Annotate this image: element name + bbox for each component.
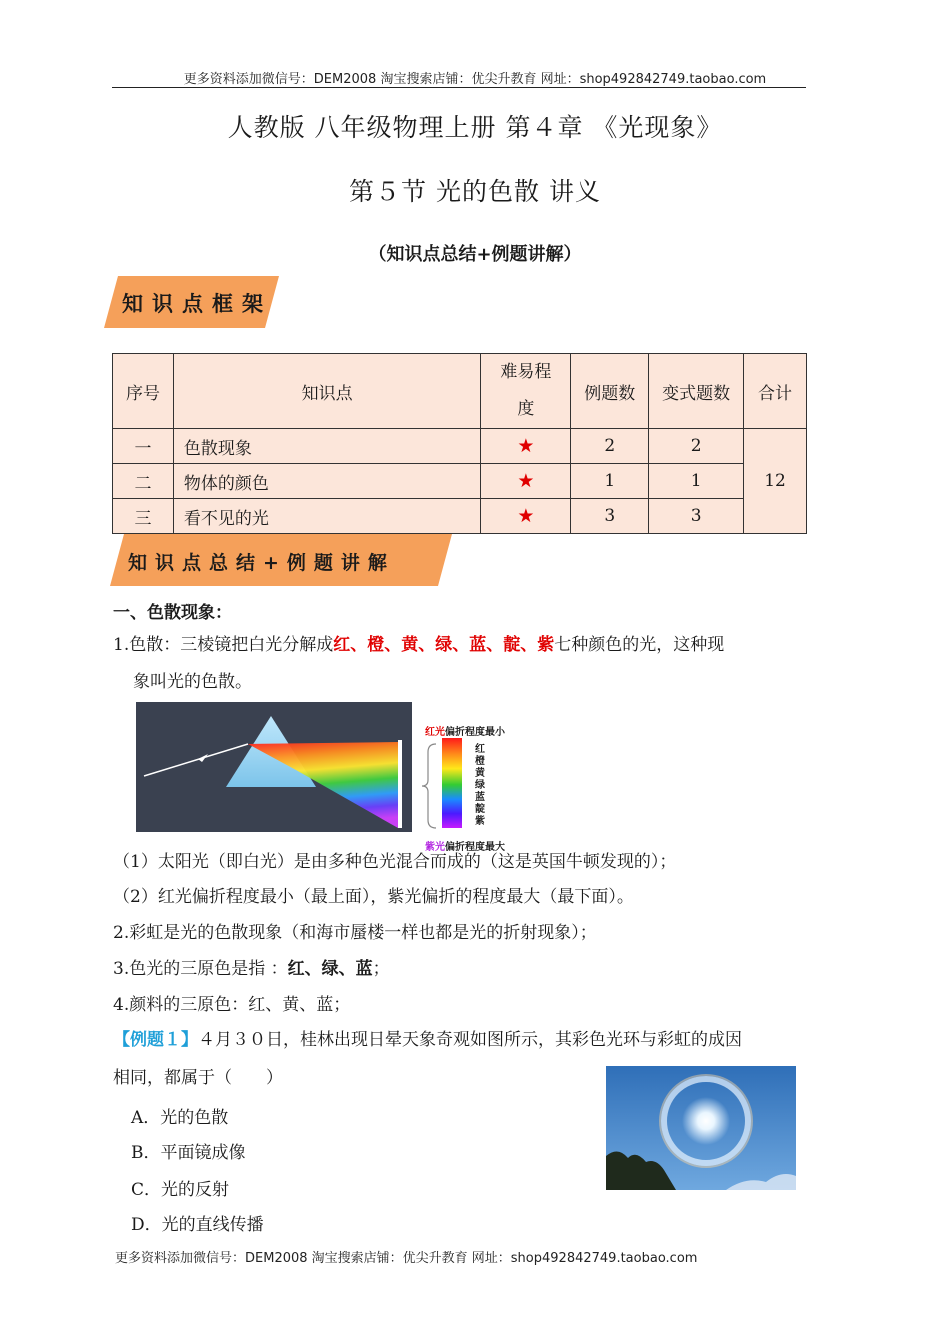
row-variants: 3	[649, 499, 744, 534]
spectrum-name: 紫	[475, 816, 485, 827]
spectrum-name: 绿	[475, 780, 485, 791]
page-footer: 更多资料添加微信号：DEM2008 淘宝搜索店铺：优尖升教育 网址：shop492842749.taobao.com	[115, 1251, 698, 1266]
difficulty-star-icon: ★	[481, 429, 571, 464]
example-1-question-cont: 相同，都属于（ ）	[113, 1068, 283, 1088]
row-examples: 1	[571, 464, 649, 499]
knowledge-table	[112, 353, 807, 534]
spectrum-name: 黄	[475, 768, 485, 779]
row-no: 一	[113, 429, 174, 464]
row-total: 12	[744, 429, 807, 534]
sun-halo-photo	[606, 1066, 796, 1190]
banner-framework-label: 知识点框架	[122, 291, 272, 316]
text: 1.色散：三棱镜把白光分解成	[113, 635, 334, 655]
spectrum-name: 红	[475, 744, 485, 755]
row-examples: 3	[571, 499, 649, 534]
text: ；	[372, 959, 390, 979]
header-rule	[112, 87, 806, 88]
row-no: 三	[113, 499, 174, 534]
spectrum-names	[475, 744, 485, 828]
note-deflection: （2）红光偏折程度最小（最上面），紫光偏折的程度最大（最下面）。	[113, 887, 634, 907]
label-red: 红光	[425, 727, 445, 738]
th-total: 合计	[744, 354, 807, 429]
row-point: 色散现象	[173, 429, 480, 464]
label-text: 偏折程度最大	[445, 842, 505, 853]
option-d[interactable]: D．光的直线传播	[131, 1215, 264, 1235]
text: ４月３０日，桂林出现日晕天象奇观如图所示，其彩色光环与彩虹的成因	[198, 1030, 742, 1050]
th-examples: 例题数	[571, 354, 649, 429]
paragraph-rainbow: 2.彩虹是光的色散现象（和海市蜃楼一样也都是光的折射现象）；	[113, 923, 597, 943]
th-point: 知识点	[173, 354, 480, 429]
paragraph-pigment-primaries: 4.颜料的三原色：红、黄、蓝；	[113, 995, 351, 1015]
label-text: 偏折程度最小	[445, 727, 505, 738]
difficulty-star-icon: ★	[481, 499, 571, 534]
text: 3.色光的三原色是指 ：	[113, 959, 288, 979]
option-b[interactable]: B．平面镜成像	[131, 1143, 246, 1163]
label-purple: 紫光	[425, 842, 445, 853]
row-variants: 2	[649, 429, 744, 464]
table-row	[113, 499, 807, 534]
sun-halo-image	[606, 1066, 796, 1190]
paragraph-dispersion-cont: 象叫光的色散。	[133, 672, 252, 692]
table-row	[113, 429, 807, 464]
banner-framework	[104, 276, 279, 328]
option-c[interactable]: C．光的反射	[131, 1180, 230, 1200]
table-header-row	[113, 354, 807, 429]
text: 七种颜色的光，这种现	[554, 635, 725, 655]
page-subtitle: （知识点总结+例题讲解）	[368, 244, 582, 265]
spectrum-name: 蓝	[475, 792, 485, 803]
note-white-light: （1）太阳光（即白光）是由多种色光混合而成的（这是英国牛顿发现的）；	[113, 852, 677, 872]
th-no: 序号	[113, 354, 174, 429]
label-red-least	[425, 723, 505, 738]
row-point: 看不见的光	[173, 499, 480, 534]
option-a[interactable]: A．光的色散	[131, 1108, 229, 1128]
spectrum-name: 橙	[475, 756, 485, 767]
row-examples: 2	[571, 429, 649, 464]
difficulty-star-icon: ★	[481, 464, 571, 499]
table-row	[113, 464, 807, 499]
seven-colors: 红、橙、黄、绿、蓝、靛、紫	[333, 635, 555, 655]
th-variants: 变式题数	[649, 354, 744, 429]
row-variants: 1	[649, 464, 744, 499]
paragraph-dispersion	[113, 633, 813, 658]
th-difficulty	[481, 354, 571, 429]
section-title: 第５节 光的色散 讲义	[349, 177, 601, 206]
row-no: 二	[113, 464, 174, 499]
row-point: 物体的颜色	[173, 464, 480, 499]
primary-colors: 红、绿、蓝	[287, 959, 373, 979]
section-heading: 一、色散现象：	[113, 603, 232, 623]
paragraph-light-primaries	[113, 957, 390, 982]
example-tag: 【例题１】	[113, 1030, 198, 1050]
banner-summary-label: 知识点总结+例题讲解	[128, 552, 395, 574]
prism-figure	[136, 700, 520, 858]
banner-summary	[110, 534, 452, 586]
page-header: 更多资料添加微信号：DEM2008 淘宝搜索店铺：优尖升教育 网址：shop492842749.taobao.com	[183, 72, 767, 87]
page-title: 人教版 八年级物理上册 第４章 《光现象》	[227, 113, 723, 142]
th-difficulty-label: 难易程度	[500, 362, 552, 419]
spectrum-name: 靛	[475, 804, 485, 815]
example-1-question	[113, 1028, 813, 1053]
